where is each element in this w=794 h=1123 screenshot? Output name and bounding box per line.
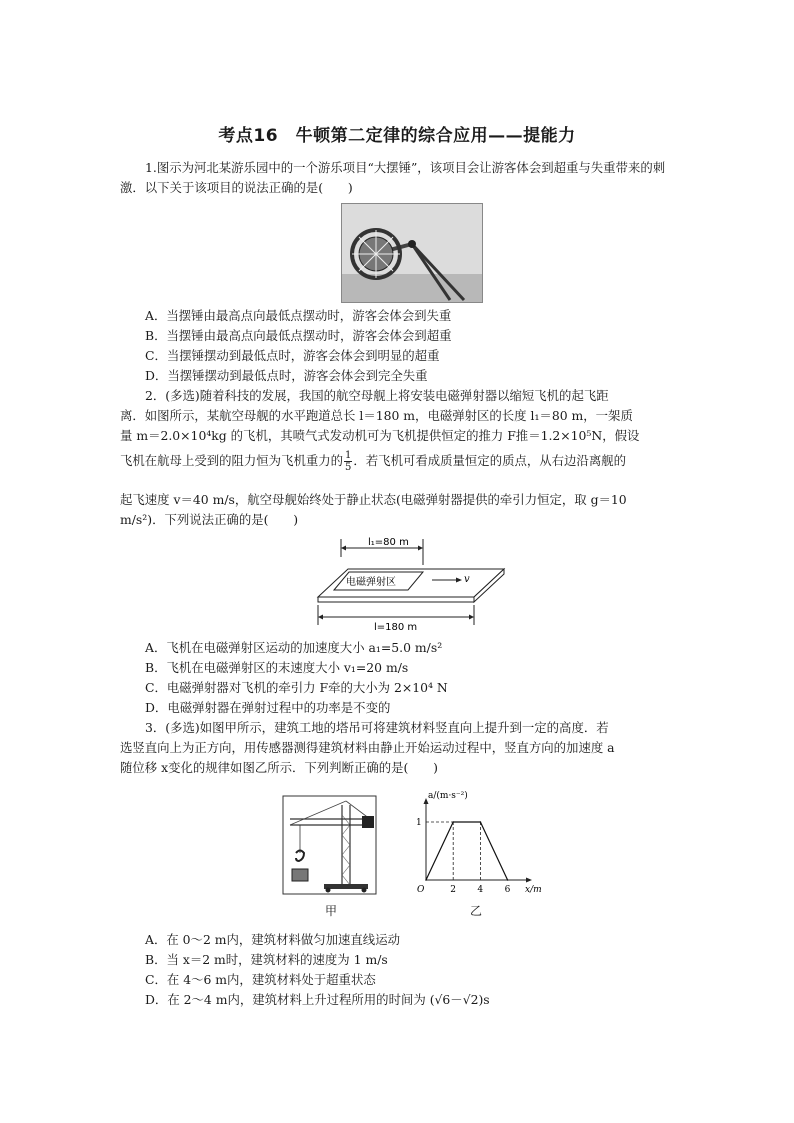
q1-option-a: A．当摆锤由最高点向最低点摆动时，游客会体会到失重 xyxy=(145,308,452,323)
velocity-label: v xyxy=(464,574,470,585)
q3-option-c: C．在 4～6 m内，建筑材料处于超重状态 xyxy=(145,972,376,987)
chart-plot-area xyxy=(416,790,542,895)
q1-option-b: B．当摆锤由最高点向最低点摆动时，游客会体会到超重 xyxy=(145,328,452,343)
q3-line-2: 选竖直向上为正方向，用传感器测得建筑材料由静止开始运动过程中，竖直方向的加速度 a xyxy=(120,740,615,755)
one-fifth-fraction xyxy=(344,450,352,473)
l-arrow-right xyxy=(469,615,474,620)
q2-line-4-start: 飞机在航母上受到的阻力恒为飞机重力的 xyxy=(120,453,344,468)
q3-line-3: 随位移 x变化的规律如图乙所示．下列判断正确的是( ) xyxy=(120,760,438,775)
q2-option-d: D．电磁弹射器在弹射过程中的功率是不变的 xyxy=(145,700,391,715)
q3-option-b: B．当 x＝2 m时，建筑材料的速度为 1 m/s xyxy=(145,952,388,967)
series-line xyxy=(426,822,508,880)
l-label: l=180 m xyxy=(374,622,418,633)
carrier-runway-diagram xyxy=(310,533,510,633)
l1-arrow-left xyxy=(341,546,346,551)
page-title: 考点16 牛顿第二定律的综合应用——提能力 xyxy=(218,126,576,146)
y-tick-label: 1 xyxy=(416,818,422,828)
catapult-zone-label: 电磁弹射区 xyxy=(346,577,396,588)
data-point xyxy=(425,879,427,881)
q2-line-1: 2．(多选)随着科技的发展，我国的航空母舰上将安装电磁弹射器以缩短飞机的起飞距 xyxy=(145,388,609,403)
q2-line-4-end: ．若飞机可看成质量恒定的质点，从右边沿离舰的 xyxy=(353,453,626,468)
q2-line-3: 量 m＝2.0×10⁴kg 的飞机，其喷气式发动机可为飞机提供恒定的推力 F推＝1.2×10⁵N，假设 xyxy=(120,428,640,443)
x-tick-label: O xyxy=(417,885,425,895)
q2-line-4 xyxy=(120,450,676,473)
q3-line-1: 3．(多选)如图甲所示，建筑工地的塔吊可将建筑材料竖直向上提升到一定的高度．若 xyxy=(145,720,609,735)
q2-line-6: m/s²)．下列说法正确的是( ) xyxy=(120,512,299,527)
q3-option-d: D．在 2～4 m内，建筑材料上升过程所用的时间为 (√6－√2)s xyxy=(145,992,490,1007)
tower-crane-figure xyxy=(282,795,377,895)
acceleration-displacement-chart xyxy=(408,788,548,898)
l1-arrow-right xyxy=(418,546,423,551)
pendulum-ride-photo xyxy=(341,203,483,303)
x-tick-label: 4 xyxy=(477,885,484,895)
question-1-stem: 1.图示为河北某游乐园中的一个游乐项目“大摆锤”，该项目会让游客体会到超重与失重带来的刺激．以下关于该项目的说法正确的是( ) xyxy=(120,160,666,195)
x-tick-label: 2 xyxy=(450,885,456,895)
q2-line-2: 离．如图所示，某航空母舰的水平跑道总长 l＝180 m，电磁弹射区的长度 l₁＝80 m，一架质 xyxy=(120,408,633,423)
figure-yi-caption: 乙 xyxy=(470,904,483,918)
x-tick-label: 6 xyxy=(504,885,511,895)
y-axis-label: a/(m·s⁻²) xyxy=(428,791,468,801)
data-point xyxy=(480,821,482,823)
pendulum-ride-illustration xyxy=(342,204,482,302)
q1-option-c: C．当摆锤摆动到最低点时，游客会体会到明显的超重 xyxy=(145,348,440,363)
fraction-numerator: 1 xyxy=(345,450,352,461)
q2-option-b: B．飞机在电磁弹射区的末速度大小 v₁=20 m/s xyxy=(145,660,409,675)
q2-option-a: A．飞机在电磁弹射区运动的加速度大小 a₁=5.0 m/s² xyxy=(145,640,443,655)
l-arrow-left xyxy=(318,615,323,620)
l1-label: l₁=80 m xyxy=(368,537,409,548)
q2-option-c: C．电磁弹射器对飞机的牵引力 F牵的大小为 2×10⁴ N xyxy=(145,680,448,695)
x-axis-arrow xyxy=(526,878,532,883)
figure-jia-caption: 甲 xyxy=(325,904,338,918)
data-point xyxy=(452,821,454,823)
q2-line-5: 起飞速度 v＝40 m/s，航空母舰始终处于静止状态(电磁弹射器提供的牵引力恒定，取 g＝10 xyxy=(120,492,627,507)
q3-option-a: A．在 0～2 m内，建筑材料做匀加速直线运动 xyxy=(145,932,400,947)
runway-front-edge xyxy=(318,597,474,602)
x-axis-label: x/m xyxy=(525,885,542,895)
fraction-denominator: 5 xyxy=(345,462,352,473)
q1-option-d: D．当摆锤摆动到最低点时，游客会体会到完全失重 xyxy=(145,368,428,383)
data-point xyxy=(507,879,509,881)
